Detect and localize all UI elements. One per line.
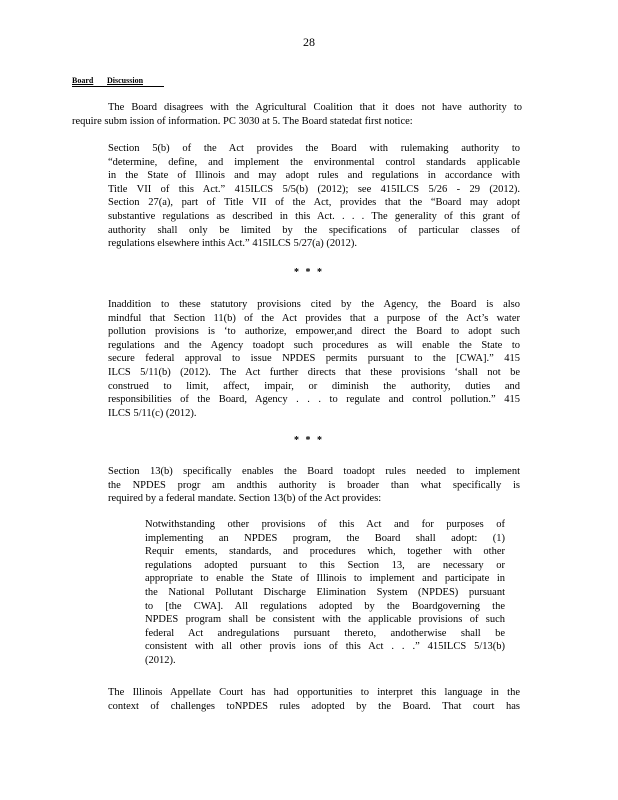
paragraph-agricultural-coalition <box>72 101 522 128</box>
quote-line: consistent with all other provis ions of this Act . . .” 415ILCS 5/13(b) <box>145 641 505 653</box>
paragraph-line: Inaddition to these statutory provisions cited by the Agency, the Board is also <box>108 299 520 310</box>
paragraph-line: pollution provisions is ‘to authorize, empower,and direct the Board to adopt such <box>108 326 520 338</box>
paragraph-line: mindful that Section 11(b) of the Act provides that a purpose of the Act’s water <box>108 312 520 324</box>
quote-line: in the State of Illinois and may adopt rules and regulations in accordance with <box>108 170 520 182</box>
paragraph-line: construed to limit, affect, impair, or diminish the authority, duties and <box>108 380 520 392</box>
quote-line: appropriate to enable the State of Illinois to implement and participate in <box>145 573 505 585</box>
paragraph-line: required by a federal mandate. Section 13(b) of the Act provides: <box>108 493 382 505</box>
paragraph-appellate-court <box>108 686 520 713</box>
section-separator: * * * <box>294 267 324 278</box>
quote-line: authority shall only be limited by the specifications of particular classes of <box>108 224 520 236</box>
header-label: Board <box>72 76 94 85</box>
paragraph-line: the NPDES progr am andthis authority is broader than what specifically is <box>108 479 520 491</box>
header-heading: Discussion <box>107 76 144 85</box>
paragraph-section-11b <box>108 298 520 420</box>
block-quote-section-13b <box>145 518 505 668</box>
quote-line: NPDES program shall be consistent with the applicable provisions of such <box>145 614 505 626</box>
paragraph-line: ILCS 5/11(b) (2012). The Act further directs that these provisions ‘shall not be <box>108 366 520 378</box>
quote-line: Notwithstanding other provisions of this Act and for purposes of <box>145 519 505 530</box>
quote-line: Section 5(b) of the Act provides the Board with rulemaking authority to <box>108 143 520 154</box>
section-separator: * * * <box>294 435 324 446</box>
quote-line: regulations adopted pursuant to this Section 13, are necessary or <box>145 559 505 571</box>
paragraph-line: The Illinois Appellate Court has had opportunities to interpret this language in the <box>108 687 520 698</box>
paragraph-line: ILCS 5/11(c) (2012). <box>108 407 197 419</box>
page-number: 28 <box>303 35 315 49</box>
quote-line: Section 27(a), part of Title VII of the Act, provides that the “Board may adopt <box>108 197 520 209</box>
block-quote-first-notice <box>108 142 520 251</box>
paragraph-line: require subm ission of information. PC 3030 at 5. The Board statedat first notice: <box>72 115 413 127</box>
paragraph-line: secure federal approval to issue NPDES permits pursuant to the [CWA].” 415 <box>108 353 520 365</box>
paragraph-line: context of challenges toNPDES rules adopted by the Board. That court has <box>108 700 520 712</box>
quote-line: to [the CWA]. All regulations adopted by the Boardgoverning the <box>145 600 505 612</box>
quote-line: (2012). <box>145 654 176 666</box>
quote-line: Title VII of this Act.” 415ILCS 5/5(b) (2012); see 415ILCS 5/26 - 29 (2012). <box>108 183 520 195</box>
header-underline <box>72 86 164 87</box>
quote-line: regulations elsewhere inthis Act.” 415ILCS 5/27(a) (2012). <box>108 238 358 250</box>
quote-line: Requir ements, standards, and procedures which, together with other <box>145 546 505 558</box>
paragraph-section-13b <box>108 465 520 506</box>
paragraph-line: responsibilities of the Board, Agency . . . to regulate and control pollution.” 415 <box>108 394 520 406</box>
quote-line: implementing an NPDES program, the Board shall adopt: (1) <box>145 532 505 544</box>
paragraph-line: Section 13(b) specifically enables the Board toadopt rules needed to implement <box>108 466 520 477</box>
quote-line: “determine, define, and implement the environmental control standards applicable <box>108 156 520 168</box>
quote-line: substantive regulations as described in this Act. . . . The generality of this grant of <box>108 210 520 222</box>
paragraph-line: regulations and the Agency toadopt such procedures as will enable the State to <box>108 339 520 351</box>
paragraph-line: The Board disagrees with the Agricultural Coalition that it does not have authority to <box>108 102 522 113</box>
quote-line: federal Act andregulations pursuant thereto, andotherwise shall be <box>145 627 505 639</box>
quote-line: the National Pollutant Discharge Elimination System (NPDES) pursuant <box>145 586 505 598</box>
